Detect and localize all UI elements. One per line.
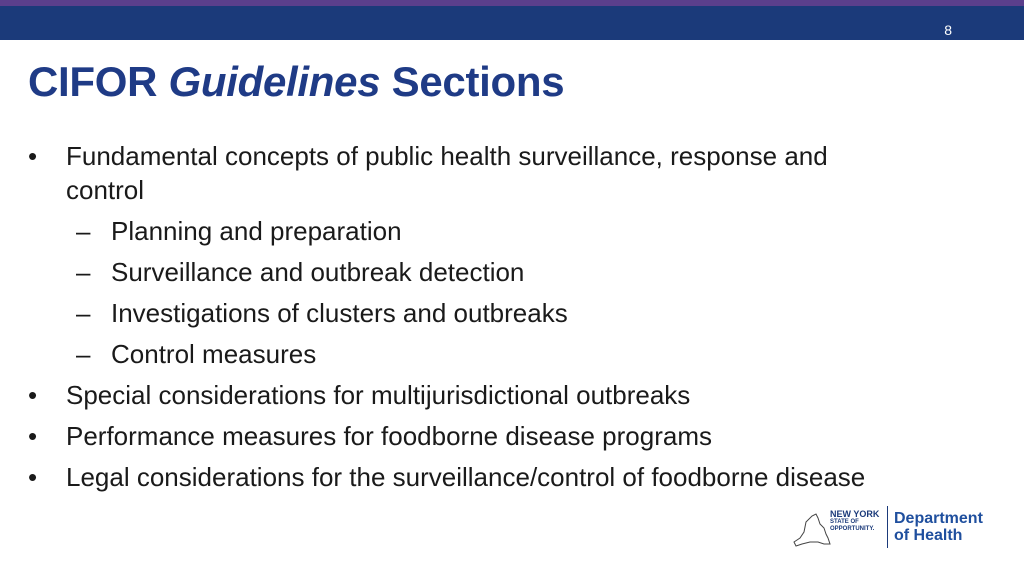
bullet-marker: •: [28, 462, 38, 492]
title-part-3: Sections: [391, 58, 565, 105]
bullet-marker: •: [28, 421, 38, 451]
list-item-text: Surveillance and outbreak detection: [111, 257, 525, 287]
list-item-text: Control measures: [111, 339, 317, 369]
header-bar: [0, 6, 1024, 40]
wordmark-line-2: STATE OF: [830, 519, 859, 525]
page-title: [28, 58, 564, 106]
dash-marker: –: [76, 216, 91, 246]
list-item-text: Performance measures for foodborne disease programs: [66, 421, 712, 451]
title-part-1: CIFOR: [28, 58, 158, 105]
list-item-text: Legal considerations for the surveillance/control of foodborne disease: [66, 462, 866, 492]
list-item-text: Fundamental concepts of public health surveillance, response and: [66, 141, 828, 171]
list-item-text: Special considerations for multijurisdictional outbreaks: [66, 380, 691, 410]
dash-marker: –: [76, 257, 91, 287]
title-part-2: Guidelines: [168, 58, 381, 105]
logo-divider: [887, 506, 888, 548]
bullet-marker: •: [28, 380, 38, 410]
list-item-text: Investigations of clusters and outbreaks: [111, 298, 568, 328]
dept-line-2: of Health: [894, 527, 963, 544]
dash-marker: –: [76, 339, 91, 369]
wordmark-line-3: OPPORTUNITY.: [830, 526, 875, 532]
list-item-text: Planning and preparation: [111, 216, 402, 246]
wordmark-line-1: NEW YORK: [830, 509, 880, 519]
page-number: 8: [944, 22, 952, 38]
nys-wordmark: [830, 510, 879, 533]
dept-line-1: Department: [894, 510, 983, 527]
dash-marker: –: [76, 298, 91, 328]
list-item-text: control: [66, 175, 145, 205]
bullet-marker: •: [28, 141, 38, 171]
department-of-health-logo-text: [894, 510, 983, 544]
